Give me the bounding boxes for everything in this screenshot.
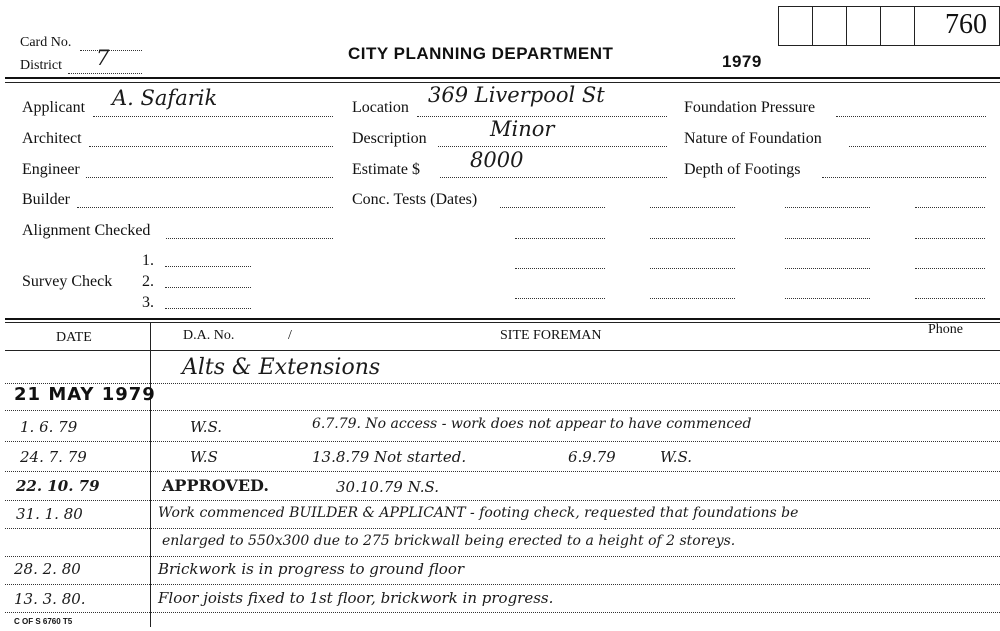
survey-3-line xyxy=(165,308,251,309)
survey-1-label: 1. xyxy=(142,252,154,269)
row3-text2: 30.10.79 N.S. xyxy=(336,478,440,496)
title-entry: Alts & Extensions xyxy=(182,355,381,380)
log-row-line xyxy=(5,410,1000,411)
log-header-bottom-rule xyxy=(5,350,1000,351)
alignment-line xyxy=(166,238,333,239)
conc-line-15 xyxy=(785,298,870,299)
row2-ws: W.S xyxy=(190,448,218,466)
number-box-cell xyxy=(846,6,881,46)
nature-foundation-line xyxy=(849,146,986,147)
depth-footings-label: Depth of Footings xyxy=(684,161,801,178)
conc-line-9 xyxy=(515,268,605,269)
foundation-pressure-label: Foundation Pressure xyxy=(684,99,816,116)
log-row-line xyxy=(5,584,1000,585)
da-no-label: D.A. No. xyxy=(183,328,235,343)
number-box-cell xyxy=(778,6,813,46)
conc-line-11 xyxy=(785,268,870,269)
date-column-divider xyxy=(150,322,151,627)
log-top-rule-2 xyxy=(5,322,1000,323)
row1-ws: W.S. xyxy=(190,418,223,436)
card-no-line xyxy=(80,50,142,51)
architect-line xyxy=(89,146,333,147)
survey-1-line xyxy=(165,266,251,267)
applicant-line xyxy=(93,116,333,117)
row5-text: Brickwork is in progress to ground floor xyxy=(158,560,465,578)
foundation-pressure-line xyxy=(836,116,986,117)
date-stamp: 21 MAY 1979 xyxy=(14,384,156,405)
conc-line-6 xyxy=(650,238,735,239)
survey-2-line xyxy=(165,287,251,288)
engineer-line xyxy=(86,177,333,178)
row4-date: 31. 1. 80 xyxy=(16,505,83,523)
page-title: CITY PLANNING DEPARTMENT xyxy=(348,44,614,63)
log-row-line xyxy=(5,500,1000,501)
log-row-line xyxy=(5,612,1000,613)
estimate-label: Estimate $ xyxy=(352,161,420,178)
conc-line-13 xyxy=(515,298,605,299)
description-line xyxy=(438,146,667,147)
top-rule xyxy=(5,77,1000,79)
card-no-label: Card No. xyxy=(20,35,72,50)
district-value: 7 xyxy=(96,46,110,70)
row2-ws2: W.S. xyxy=(660,448,693,466)
log-top-rule xyxy=(5,318,1000,320)
site-foreman-label: SITE FOREMAN xyxy=(500,328,602,343)
log-row-line xyxy=(5,556,1000,557)
applicant-label: Applicant xyxy=(22,99,86,116)
row3-approved: APPROVED. xyxy=(162,476,269,495)
conc-line-7 xyxy=(785,238,870,239)
survey-3-label: 3. xyxy=(142,294,154,311)
log-row-line xyxy=(5,528,1000,529)
architect-label: Architect xyxy=(22,130,82,147)
alignment-label: Alignment Checked xyxy=(22,222,151,239)
row2-date2: 6.9.79 xyxy=(568,448,616,466)
log-row-line xyxy=(5,441,1000,442)
conc-tests-label: Conc. Tests (Dates) xyxy=(352,191,478,208)
builder-label: Builder xyxy=(22,191,70,208)
row6-date: 13. 3. 80. xyxy=(14,590,86,608)
description-value: Minor xyxy=(490,117,555,141)
conc-line-2 xyxy=(650,207,735,208)
applicant-value: A. Safarik xyxy=(112,86,218,110)
row1-text: 6.7.79. No access - work does not appear to have commenced xyxy=(312,416,752,432)
district-label: District xyxy=(20,58,62,73)
form-code: C OF S 6760 T5 xyxy=(14,617,73,626)
conc-line-5 xyxy=(515,238,605,239)
conc-line-4 xyxy=(915,207,985,208)
card-number: 760 xyxy=(945,9,987,40)
conc-line-1 xyxy=(500,207,605,208)
date-column-header: DATE xyxy=(56,330,92,345)
depth-footings-line xyxy=(822,177,986,178)
district-line xyxy=(68,73,142,74)
conc-line-10 xyxy=(650,268,735,269)
estimate-line xyxy=(440,177,667,178)
row2-text: 13.8.79 Not started. xyxy=(312,448,467,466)
row4-text: Work commenced BUILDER & APPLICANT - footing check, requested that foundations be xyxy=(158,505,799,521)
description-label: Description xyxy=(352,130,427,147)
row3-date: 22. 10. 79 xyxy=(16,477,100,495)
row6-text: Floor joists fixed to 1st floor, brickwork in progress. xyxy=(158,589,554,607)
number-box-cell xyxy=(880,6,915,46)
survey-2-label: 2. xyxy=(142,273,154,290)
conc-line-16 xyxy=(915,298,985,299)
conc-line-14 xyxy=(650,298,735,299)
row2-date: 24. 7. 79 xyxy=(20,448,87,466)
nature-foundation-label: Nature of Foundation xyxy=(684,130,822,147)
location-value: 369 Liverpool St xyxy=(428,83,605,107)
conc-line-3 xyxy=(785,207,870,208)
row1-date: 1. 6. 79 xyxy=(20,418,78,436)
card-number-box xyxy=(914,6,1000,46)
survey-label: Survey Check xyxy=(22,273,113,290)
engineer-label: Engineer xyxy=(22,161,80,178)
year: 1979 xyxy=(722,52,762,71)
conc-line-8 xyxy=(915,238,985,239)
phone-label: Phone xyxy=(928,322,963,337)
da-no-slash: / xyxy=(288,328,292,343)
conc-line-12 xyxy=(915,268,985,269)
row4-cont: enlarged to 550x300 due to 275 brickwall being erected to a height of 2 storeys. xyxy=(162,533,736,549)
estimate-value: 8000 xyxy=(470,148,524,172)
location-label: Location xyxy=(352,99,409,116)
log-row-line xyxy=(5,471,1000,472)
row5-date: 28. 2. 80 xyxy=(14,560,81,578)
number-box-cell xyxy=(812,6,847,46)
builder-line xyxy=(77,207,333,208)
